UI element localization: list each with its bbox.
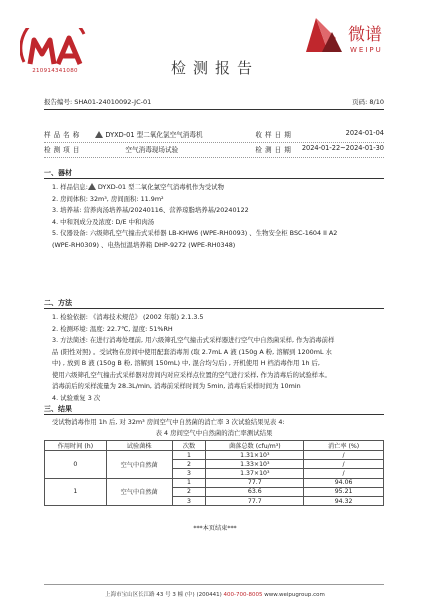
cell-rate: / (304, 460, 384, 469)
cell-n: 2 (172, 487, 206, 496)
section-results-title: 三、结果 (44, 405, 72, 413)
equipment-l3: 3. 培养基: 营养肉汤培养基/20240116、营养琼脂培养基/20240122 (52, 206, 249, 214)
method-l4: 4. 试验重复 3 次 (52, 393, 101, 402)
product-logo-icon (88, 183, 98, 190)
cell-n: 3 (172, 469, 206, 478)
cell-rate: / (304, 469, 384, 478)
cma-code: 210914341080 (32, 68, 78, 74)
equipment-l4: 4. 中和剂成分及浓度: D/E 中和肉汤 (52, 217, 155, 226)
info-row-sample (44, 129, 384, 143)
section-divider (44, 308, 384, 309)
section-method-title: 二、方法 (44, 299, 72, 307)
cell-n: 3 (172, 496, 206, 505)
footer-divider (44, 584, 384, 585)
test-item-label: 检测项目 (44, 146, 83, 154)
method-l2: 2. 检测环境: 温度: 22.7℃, 湿度: 51%RH (52, 324, 173, 333)
cell-strain: 空气中自然菌 (106, 451, 172, 479)
table-title: 表 4 房间空气中自然菌的消亡率测试结果 (155, 429, 273, 437)
sample-name: DYXD-01 型二氧化氯空气消毒机 (105, 131, 203, 139)
cell-n: 1 (172, 451, 206, 460)
method-list (52, 312, 382, 404)
sample-date: 2024-01-04 (345, 129, 384, 137)
footer-site: www.weipugroup.com (264, 592, 325, 598)
info-row-test (44, 144, 384, 158)
weipu-logo (300, 14, 410, 58)
cell-time: 0 (45, 451, 107, 479)
cell-rate: 95.21 (304, 487, 384, 496)
col-count: 次数 (172, 441, 206, 451)
report-number: SHA01-24010092-JC-01 (74, 98, 152, 106)
footer-address: 上海市宝山区长江路 43 号 3 幢 (中) (200441) (105, 592, 222, 598)
col-colony: 菌落总数 (cfu/m³) (206, 441, 304, 451)
end-note: ***本页结束*** (193, 525, 237, 532)
report-number-label: 报告编号: (44, 98, 73, 106)
cell-n: 2 (172, 460, 206, 469)
section-divider (44, 178, 384, 179)
cell-rate: 94.32 (304, 496, 384, 505)
cell-colony: 77.7 (206, 496, 304, 505)
cell-colony: 1.31×10³ (206, 451, 304, 460)
page-title: 检测报告 (170, 59, 259, 77)
test-date-label: 检测日期 (255, 146, 294, 154)
cell-time: 1 (45, 478, 107, 506)
cell-colony: 77.7 (206, 478, 304, 487)
cell-strain: 空气中自然菌 (106, 478, 172, 506)
method-l3d: 使用六级筛孔空气撞击式采样器对房间内对应采样点位置的空气进行采样, 作为消毒后的试验样本。 (52, 370, 331, 379)
sample-name-label: 样品名称 (44, 131, 83, 139)
col-strain: 试验菌株 (106, 441, 172, 451)
weipu-brand-en: WEIPU (350, 46, 383, 54)
cell-colony: 63.6 (206, 487, 304, 496)
equipment-l1-text: DYXD-01 型二氧化氯空气消毒机作为受试物 (97, 183, 224, 191)
section-equipment-title: 一、器材 (44, 169, 72, 177)
results-table (44, 440, 384, 506)
col-rate: 消亡率 (%) (304, 441, 384, 451)
page-label: 页码: (352, 98, 368, 106)
method-l3c: 中) , 放到 B 液 (150g B 粉, 溶解到 150mL) 中, 混合均匀后) , 开机使用 H 档消毒作用 1h 后, (52, 359, 320, 367)
col-time: 作用时间 (h) (45, 441, 107, 451)
equipment-list (52, 182, 382, 251)
equipment-l1-prefix: 1. 样品信息: (52, 183, 88, 191)
method-l3a: 3. 方法简述: 在进行消毒处理前, 用六级筛孔空气撞击式采样器进行空气中自然菌采样, 作为消毒前样 (52, 336, 335, 344)
cell-rate: 94.06 (304, 478, 384, 487)
test-date: 2024-01-22~2024-01-30 (301, 144, 384, 152)
equipment-l5b: (WPE-RH0309) 、电热恒温培养箱 DHP-9272 (WPE-RH0348) (52, 240, 236, 249)
method-l1: 1. 检验依据: 《消毒技术规范》 (2002 年版) 2.1.3.5 (52, 313, 204, 321)
table-row (45, 451, 384, 460)
section-divider (44, 414, 384, 415)
table-row (45, 478, 384, 487)
method-l3b: 品 (阳性对照) 。受试物在房间中使用配套消毒剂 (取 2.7mL A 液 (150g A 粉, 溶解到 1200mL 水 (52, 347, 332, 356)
equipment-l5: 5. 仪器设备: 六级筛孔空气撞击式采样器 LB-KHW6 (WPE-RH0093) 、生物安全柜 BSC-1604 II A2 (52, 229, 338, 237)
table-header-row (45, 441, 384, 451)
footer (0, 590, 430, 598)
test-item: 空气消毒现场试验 (125, 146, 179, 154)
cell-n: 1 (172, 478, 206, 487)
page-number: 8/10 (369, 98, 384, 106)
footer-phone: 400-700-8005 (223, 592, 263, 598)
product-logo-icon (95, 131, 105, 138)
method-l3e: 消毒前后的采样流量为 28.3L/min, 消毒前采样时间为 5min, 消毒后采样时间为 10min (52, 382, 301, 390)
report-line (44, 97, 384, 110)
results-intro: 受试物消毒作用 1h 后, 对 32m³ 房间空气中自然菌的消亡率 3 次试验结果见表 4: (52, 418, 285, 426)
equipment-l2: 2. 房间体积: 32m³, 房间面积: 11.9m² (52, 194, 164, 203)
weipu-brand-cn: 微谱 (348, 25, 382, 45)
cell-colony: 1.33×10³ (206, 460, 304, 469)
cell-colony: 1.37×10³ (206, 469, 304, 478)
sample-date-label: 收样日期 (255, 131, 294, 139)
cell-rate: / (304, 451, 384, 460)
